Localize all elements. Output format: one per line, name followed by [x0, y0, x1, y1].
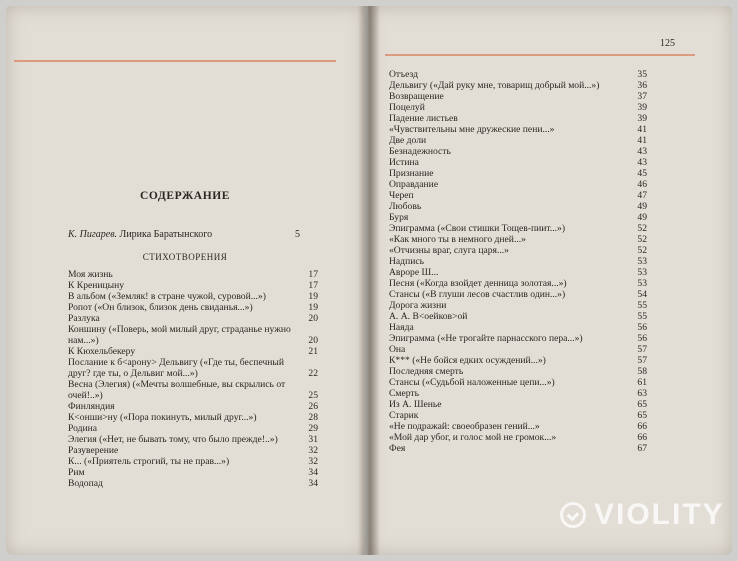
toc-entry-page: 29	[308, 423, 318, 434]
toc-entry	[389, 333, 651, 344]
toc-entry-title: К Кюхельбекеру	[68, 346, 136, 357]
contents-heading: СОДЕРЖАНИЕ	[139, 190, 231, 202]
toc-entry-page: 25	[308, 390, 318, 401]
toc-entry-title: Дельвигу («Дай руку мне, товарищ добрый мой...»)	[389, 80, 600, 91]
toc-entry-page: 45	[637, 168, 647, 179]
toc-entry-page: 47	[637, 190, 647, 201]
toc-entry	[389, 289, 651, 300]
toc-entry-page: 41	[637, 124, 647, 135]
toc-entry-title: Поцелуй	[389, 102, 425, 113]
toc-entry-title: Из А. Шенье	[389, 399, 442, 410]
toc-entry-title: Оправдание	[389, 179, 439, 190]
toc-entry	[389, 256, 651, 267]
toc-entry-title: А. А. В<оейков>ой	[389, 311, 468, 322]
toc-entry	[68, 324, 322, 346]
toc-entry	[389, 146, 651, 157]
toc-entry-page: 26	[308, 401, 318, 412]
toc-entry-title: Надпись	[389, 256, 424, 267]
toc-entry-title: «Мой дар убог, и голос мой не громок...»	[389, 432, 557, 443]
toc-entry-page: 66	[637, 432, 647, 443]
toc-entry-page: 22	[308, 368, 318, 379]
left-toc-list	[68, 269, 322, 489]
toc-entry-page: 34	[308, 467, 318, 478]
toc-entry-page: 31	[308, 434, 318, 445]
toc-entry-title: Любовь	[389, 201, 422, 212]
toc-entry-page: 39	[637, 113, 647, 124]
page-number: 125	[660, 38, 675, 49]
toc-entry-title: Безнадежность	[389, 146, 451, 157]
toc-entry-page: 52	[637, 223, 647, 234]
toc-entry-page: 57	[637, 355, 647, 366]
toc-entry	[68, 280, 322, 291]
toc-entry	[389, 102, 651, 113]
toc-entry-title: «Отчизны враг, слуга царя...»	[389, 245, 509, 256]
toc-entry-title: Череп	[389, 190, 414, 201]
toc-entry-page: 53	[637, 267, 647, 278]
toc-entry	[389, 432, 651, 443]
toc-entry-title: Финляндия	[68, 401, 115, 412]
toc-entry-page: 49	[637, 212, 647, 223]
toc-entry-page: 56	[637, 322, 647, 333]
toc-entry-page: 43	[637, 146, 647, 157]
toc-entry-title: Дорога жизни	[389, 300, 447, 311]
toc-entry-page: 37	[637, 91, 647, 102]
toc-entry	[68, 478, 322, 489]
toc-entry-title: Последняя смерть	[389, 366, 464, 377]
toc-entry-title: «Не подражай: своеобразен гений...»	[389, 421, 540, 432]
toc-entry-title: Эпиграмма («Не трогайте парнасского пера...»)	[389, 333, 583, 344]
toc-entry	[389, 234, 651, 245]
intro-entry	[68, 229, 300, 240]
toc-entry	[389, 311, 651, 322]
toc-entry-title: Коншину («Поверь, мой милый друг, страданье нужно нам...»)	[68, 324, 291, 346]
right-toc-list	[389, 69, 651, 454]
toc-entry-page: 39	[637, 102, 647, 113]
watermark-text: VIOLITY	[594, 498, 725, 531]
toc-entry-page: 41	[637, 135, 647, 146]
toc-entry-title: Песня («Когда взойдет денница золотая...»)	[389, 278, 567, 289]
toc-entry-title: В альбом («Земляк! в стране чужой, суровой...»)	[68, 291, 266, 302]
toc-entry-title: К Креницыну	[68, 280, 125, 291]
toc-entry	[389, 421, 651, 432]
toc-entry-title: Она	[389, 344, 406, 355]
toc-entry	[389, 91, 651, 102]
toc-entry	[389, 223, 651, 234]
toc-entry	[389, 113, 651, 124]
intro-author: К. Пигарев.	[68, 229, 118, 240]
toc-entry	[389, 157, 651, 168]
toc-entry-page: 43	[637, 157, 647, 168]
toc-entry	[389, 190, 651, 201]
toc-entry-title: Возвращение	[389, 91, 444, 102]
toc-entry-page: 28	[308, 412, 318, 423]
toc-entry	[68, 434, 322, 445]
toc-entry-title: Стансы («В глуши лесов счастлив один...»)	[389, 289, 566, 300]
toc-entry-page: 36	[637, 80, 647, 91]
toc-entry-title: Старик	[389, 410, 419, 421]
toc-entry	[389, 322, 651, 333]
toc-entry-title: Водопад	[68, 478, 103, 489]
watermark-logo-icon	[560, 502, 586, 528]
toc-entry	[68, 412, 322, 423]
toc-entry	[68, 346, 322, 357]
toc-entry	[389, 135, 651, 146]
toc-entry-page: 55	[637, 300, 647, 311]
toc-entry	[389, 201, 651, 212]
toc-entry-title: Эпиграмма («Свои стишки Тощев-пиит...»)	[389, 223, 566, 234]
toc-entry-page: 32	[308, 445, 318, 456]
toc-entry-page: 52	[637, 234, 647, 245]
toc-entry-page: 63	[637, 388, 647, 399]
toc-entry-page: 65	[637, 399, 647, 410]
toc-entry-page: 20	[308, 335, 318, 346]
toc-entry-page: 32	[308, 456, 318, 467]
toc-entry-title: Разлука	[68, 313, 100, 324]
toc-entry-title: Разуверение	[68, 445, 119, 456]
toc-entry-title: Стансы («Судьбой наложенные цепи...»)	[389, 377, 555, 388]
toc-entry-page: 61	[637, 377, 647, 388]
toc-entry-page: 53	[637, 278, 647, 289]
toc-entry-title: К... («Приятель строгий, ты не прав...»)	[68, 456, 230, 467]
toc-entry-page: 66	[637, 421, 647, 432]
right-page-rule	[385, 54, 695, 56]
toc-entry-title: Весна (Элегия) («Мечты волшебные, вы скрылись от очей!..»)	[68, 379, 286, 401]
toc-entry-page: 34	[308, 478, 318, 489]
toc-entry-title: Моя жизнь	[68, 269, 113, 280]
book-gutter	[358, 6, 380, 555]
toc-entry	[389, 179, 651, 190]
toc-entry-page: 17	[308, 269, 318, 280]
toc-entry-title: Родина	[68, 423, 98, 434]
toc-entry	[389, 212, 651, 223]
toc-entry-title: «Как много ты в немного дней...»	[389, 234, 526, 245]
toc-entry-title: Наяда	[389, 322, 414, 333]
intro-title: Лирика Баратынского	[119, 229, 213, 240]
toc-entry	[389, 69, 651, 80]
toc-entry	[389, 245, 651, 256]
toc-entry-title: Элегия («Нет, не бывать тому, что было прежде!..»)	[68, 434, 278, 445]
toc-entry-title: Послание к б<арону> Дельвигу («Где ты, беспечный друг? где ты, о Дельвиг мой...»)	[68, 357, 285, 379]
toc-entry-title: Ропот («Он близок, близок день свиданья...»)	[68, 302, 253, 313]
toc-entry-title: Фея	[389, 443, 406, 454]
toc-entry-page: 21	[308, 346, 318, 357]
toc-entry	[389, 80, 651, 91]
watermark	[560, 498, 725, 532]
toc-entry-title: Рим	[68, 467, 85, 478]
toc-entry-page: 57	[637, 344, 647, 355]
toc-entry	[389, 300, 651, 311]
toc-entry	[68, 313, 322, 324]
toc-entry-title: Буря	[389, 212, 409, 223]
toc-entry-page: 49	[637, 201, 647, 212]
toc-entry	[68, 467, 322, 478]
toc-entry	[68, 401, 322, 412]
toc-entry-page: 67	[637, 443, 647, 454]
toc-entry-page: 65	[637, 410, 647, 421]
toc-entry-title: Истина	[389, 157, 419, 168]
toc-entry-title: Две доли	[389, 135, 427, 146]
toc-entry-title: «Чувствительны мне дружеские пени...»	[389, 124, 555, 135]
toc-entry	[389, 443, 651, 454]
toc-entry-page: 55	[637, 311, 647, 322]
toc-entry	[389, 344, 651, 355]
toc-entry-page: 46	[637, 179, 647, 190]
toc-entry	[389, 366, 651, 377]
section-heading: СТИХОТВОРЕНИЯ	[142, 252, 228, 262]
toc-entry-title: Падение листьев	[389, 113, 458, 124]
toc-entry-page: 17	[308, 280, 318, 291]
toc-entry-page: 56	[637, 333, 647, 344]
toc-entry-title: Отъезд	[389, 69, 418, 80]
toc-entry	[68, 302, 322, 313]
toc-entry	[68, 269, 322, 280]
toc-entry	[389, 124, 651, 135]
toc-entry-page: 52	[637, 245, 647, 256]
toc-entry-title: Авроре Ш...	[389, 267, 439, 278]
toc-entry	[389, 388, 651, 399]
toc-entry	[68, 423, 322, 434]
toc-entry-page: 20	[308, 313, 318, 324]
toc-entry-page: 35	[637, 69, 647, 80]
intro-page: 5	[295, 229, 300, 240]
toc-entry	[389, 399, 651, 410]
left-page-rule	[14, 60, 336, 62]
toc-entry	[68, 357, 322, 379]
toc-entry-page: 19	[308, 291, 318, 302]
toc-entry-page: 54	[637, 289, 647, 300]
toc-entry	[389, 355, 651, 366]
toc-entry-title: К*** («Не бойся едких осуждений...»)	[389, 355, 546, 366]
toc-entry	[389, 168, 651, 179]
toc-entry-title: Смерть	[389, 388, 419, 399]
toc-entry	[389, 410, 651, 421]
toc-entry	[68, 291, 322, 302]
toc-entry	[389, 267, 651, 278]
toc-entry-page: 19	[308, 302, 318, 313]
toc-entry-title: К<онши>ну («Пора покинуть, милый друг...»)	[68, 412, 257, 423]
toc-entry-page: 58	[637, 366, 647, 377]
toc-entry-page: 53	[637, 256, 647, 267]
toc-entry	[389, 377, 651, 388]
toc-entry	[68, 445, 322, 456]
toc-entry-title: Признание	[389, 168, 434, 179]
toc-entry	[68, 379, 322, 401]
toc-entry	[389, 278, 651, 289]
toc-entry	[68, 456, 322, 467]
